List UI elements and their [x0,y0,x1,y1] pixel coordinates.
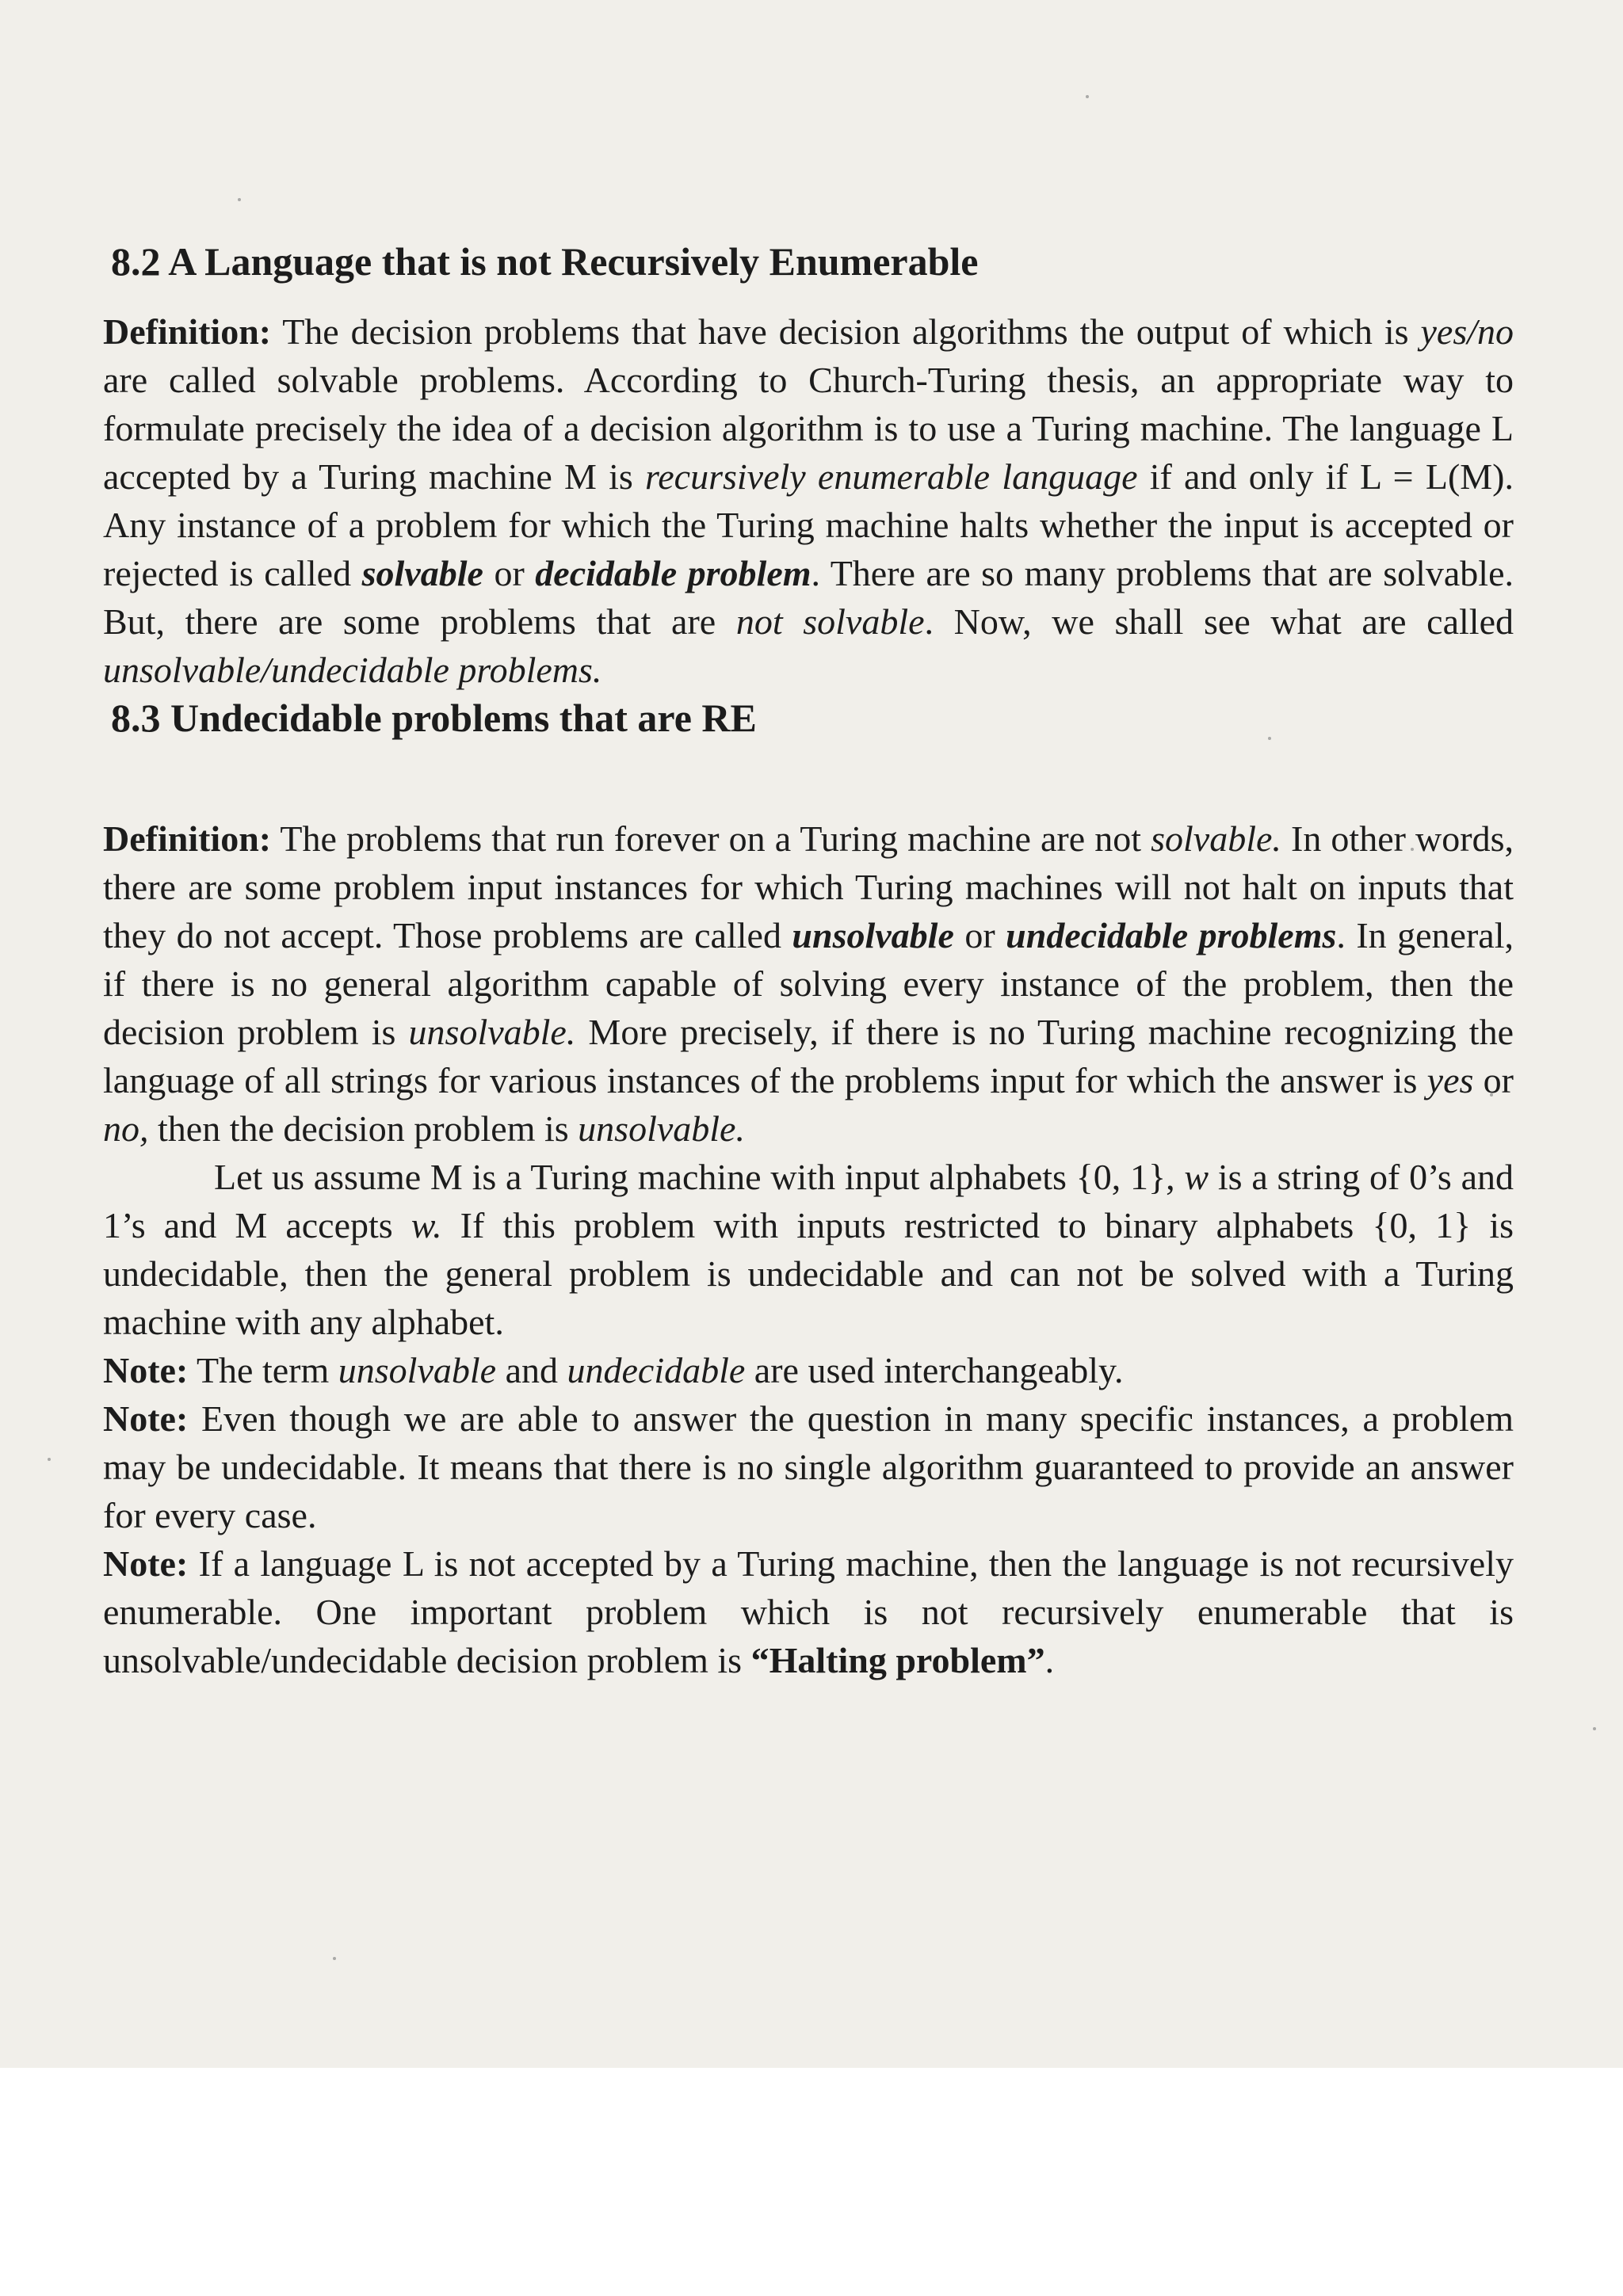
bold-term: “Halting problem” [750,1640,1045,1680]
italic-term: unsolvable [338,1350,497,1390]
note-halting [103,1539,1514,1684]
definition-label: Definition: [103,818,272,859]
text-run: The decision problems that have decision algorithms the output of which is [271,311,1421,352]
text-run: If this problem with inputs restricted to binary alphabets {0, 1} is undecidable, then the general problem is undecidable and can not be solved with a Turing machine with any alphabet. [103,1205,1514,1342]
text-run: then the decision problem is [148,1108,579,1149]
bold-italic-term: decidable problem [535,553,812,593]
text-run: if and only if L = L(M). Any instance of a problem for which the Turing machine halts whether the input is accepted or rejected is called [103,456,1514,593]
bold-italic-term: unsolvable [792,915,954,955]
italic-term: no, [103,1108,149,1149]
note-label: Note: [103,1398,189,1439]
text-run: The problems that run forever on a Turing machine are not [271,818,1151,859]
text-run: are called solvable problems. According to Church-Turing thesis, an appropriate way to formulate precisely the idea of a decision algorithm is to use a Turing machine. The language L accepted by a Turing machine M is [103,360,1514,497]
text-run: and [496,1350,567,1390]
text-run: or [483,553,536,593]
scan-speck [48,1458,51,1461]
bold-italic-term: undecidable problems [1006,915,1337,955]
italic-term: w [1184,1157,1209,1197]
section-heading: 8.3 Undecidable problems that are RE [111,696,757,740]
italic-term: unsolvable/undecidable problems. [103,650,602,690]
text-run: In other words, there are some problem input instances for which Turing machines will not halt on inputs that they do not accept. Those problems are called [103,818,1514,955]
text-run: . There are so many problems that are solvable. But, there are some problems that are [103,553,1514,642]
note-label: Note: [103,1350,189,1390]
document-body [103,238,1514,1684]
italic-term: solvable. [1151,818,1281,859]
text-run: or [953,915,1006,955]
bold-italic-term: solvable [361,553,483,593]
italic-term: undecidable [567,1350,746,1390]
text-run: . Now, we shall see what are called [924,601,1514,642]
note-undecidable [103,1394,1514,1539]
section-8-3 [103,694,1514,1346]
text-run: Even though we are able to answer the question in many specific instances, a problem may be undecidable. It means that there is no single algorithm guaranteed to provide an answer for every case. [103,1398,1514,1535]
text-run: If a language L is not accepted by a Turing machine, then the language is not recursively enumerable. One important problem which is not recursively enumerable that is unsolvable/undecidable decision problem is [103,1543,1514,1680]
italic-term: unsolvable. [408,1012,576,1052]
italic-term: recursively enumerable language [645,456,1138,497]
definition-label: Definition: [103,311,272,352]
example-paragraph [103,1153,1514,1346]
note-label: Note: [103,1543,189,1584]
text-run: . In general, if there is no general algorithm capable of solving every instance of the problem, then the decision problem is [103,915,1514,1052]
text-run: Let us assume M is a Turing machine with input alphabets {0, 1}, [214,1157,1185,1197]
italic-term: unsolvable. [578,1108,745,1149]
note-interchangeable [103,1346,1514,1394]
section-heading: 8.2 A Language that is not Recursively Enumerable [111,239,979,284]
text-run: or [1473,1060,1514,1100]
scan-speck [238,198,241,201]
text-run: More precisely, if there is no Turing machine recognizing the language of all strings for various instances of the problems input for which the answer is [103,1012,1514,1100]
definition-paragraph [103,307,1514,694]
text-run: is a string of 0’s and 1’s and M accepts [103,1157,1514,1245]
scan-speck [1086,95,1089,98]
italic-term: not solvable [735,601,925,642]
scan-speck [1593,1727,1596,1730]
scan-speck [333,1957,336,1960]
italic-term: w. [411,1205,442,1245]
italic-term: yes/no [1420,311,1514,352]
text-run: . [1044,1640,1055,1680]
italic-term: yes [1426,1060,1474,1100]
definition-paragraph [103,814,1514,1153]
text-run: are used interchangeably. [745,1350,1124,1390]
section-8-2 [103,238,1514,694]
text-run: The term [188,1350,338,1390]
